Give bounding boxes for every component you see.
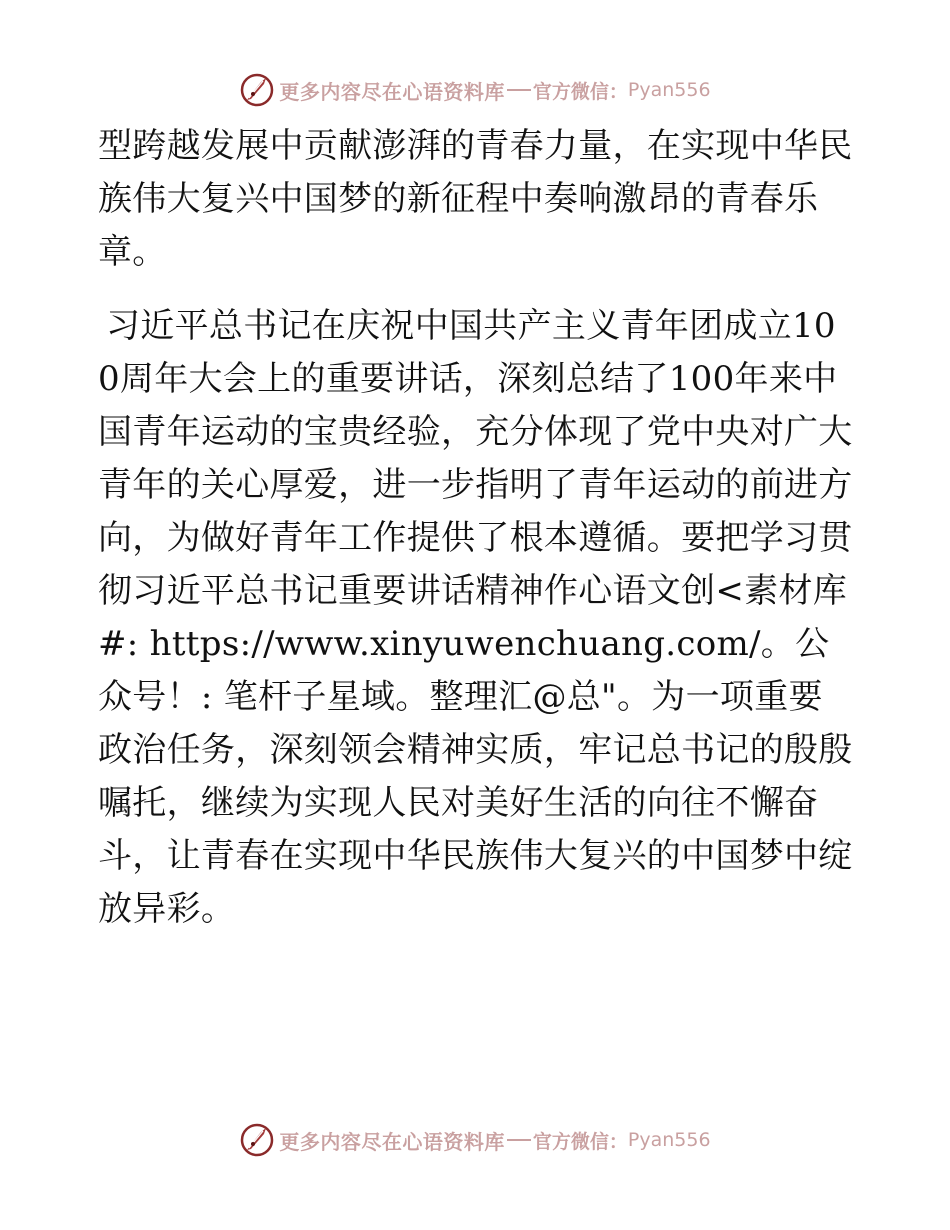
header-divider <box>507 89 531 91</box>
quill-logo-icon <box>239 1122 275 1158</box>
header-wechat-id: Pyan556 <box>627 79 711 101</box>
paragraph-2: 习近平总书记在庆祝中国共产主义青年团成立100周年大会上的重要讲话，深刻总结了100年来中国青年运动的宝贵经验，充分体现了党中央对广大青年的关心厚爱，进一步指明了青年运动的前进方向，为做好青年工作提供了根本遵循。要把学习贯彻习近平总书记重要讲话精神作心语文创<素材库#: https://www.xinyuwenchuang.com/。公众号！: 笔杆子星域。整理汇@总"。为一项重要政治任务，深刻领会精神实质，牢记总书记的殷殷嘱托，继续为实现人民对美好生活的向往不懈奋斗，让青春在实现中华民族伟大复兴的中国梦中绽放异彩。 <box>98 306 853 929</box>
quill-logo-icon <box>239 72 275 108</box>
footer-wechat-id: Pyan556 <box>627 1129 711 1151</box>
footer-brand-text: 更多内容尽在心语资料库 <box>279 1129 505 1154</box>
footer-banner <box>0 1120 950 1160</box>
header-banner <box>0 70 950 110</box>
header-brand-text: 更多内容尽在心语资料库 <box>279 79 505 104</box>
paragraph-1: 型跨越发展中贡献澎湃的青春力量，在实现中华民族伟大复兴中国梦的新征程中奏响激昂的青春乐章。 <box>98 126 853 272</box>
footer-wechat-label: 官方微信： <box>532 1130 628 1153</box>
document-body <box>98 120 854 936</box>
footer-divider <box>507 1139 531 1141</box>
header-wechat-label: 官方微信： <box>532 80 628 103</box>
